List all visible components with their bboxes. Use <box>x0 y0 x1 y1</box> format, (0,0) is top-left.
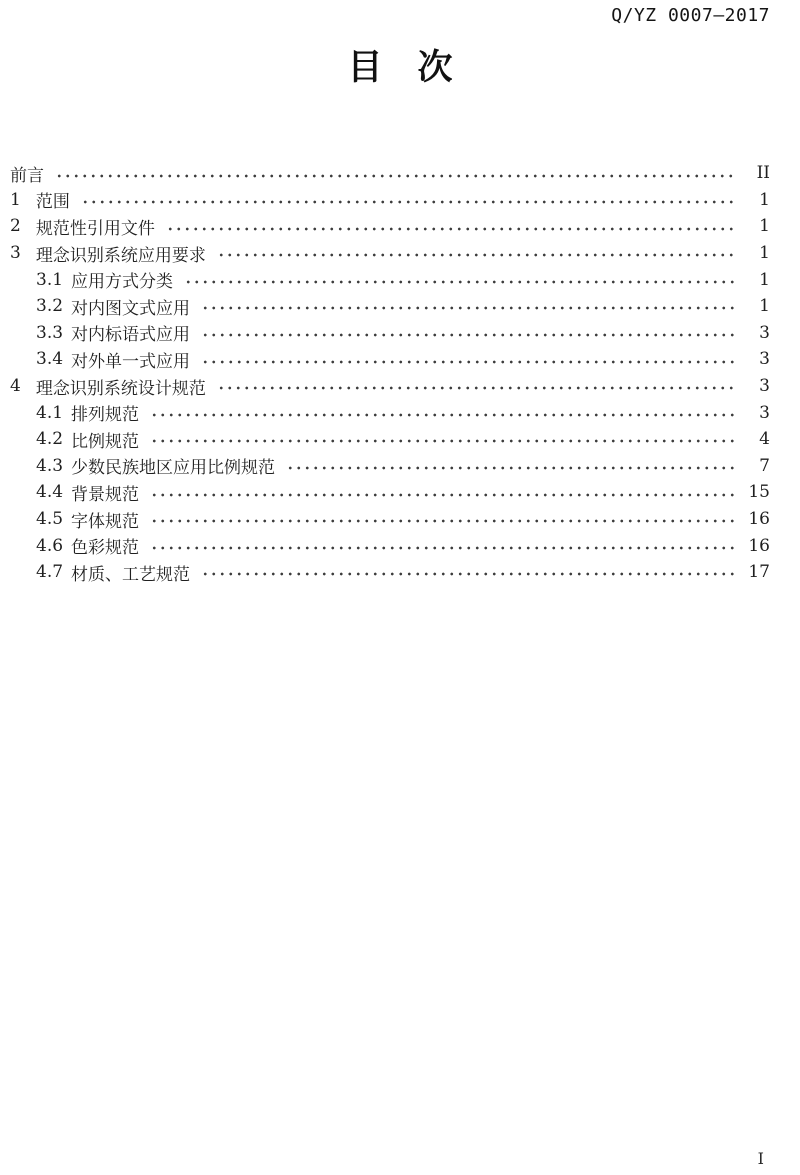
toc-entry-page: 16 <box>748 535 770 556</box>
dot-leader <box>148 479 737 506</box>
dot-leader <box>148 426 737 453</box>
toc-entry-title: 理念识别系统设计规范 <box>35 378 206 399</box>
toc-entry <box>10 453 770 480</box>
toc-entry-page: 3 <box>759 349 770 370</box>
toc-entry-title: 比例规范 <box>71 431 140 452</box>
toc-entry-number: 4.3 <box>36 455 64 476</box>
dot-leader <box>215 240 737 267</box>
toc-entry <box>10 532 770 559</box>
dot-leader <box>199 559 737 586</box>
toc-title: 目 次 <box>347 48 453 88</box>
toc-entry-number: 3.2 <box>36 296 64 317</box>
toc-entry-page: 3 <box>759 402 770 423</box>
toc-entry <box>10 160 770 187</box>
toc-entry-number: 4.5 <box>36 509 64 530</box>
toc-entry <box>10 559 770 586</box>
toc-entry <box>10 506 770 533</box>
dot-leader <box>148 532 737 559</box>
toc-entry <box>10 373 770 400</box>
toc-entry-page: 1 <box>759 243 770 264</box>
toc-entry-title: 对内标语式应用 <box>71 325 191 346</box>
toc-entry-number: 1 <box>10 189 21 210</box>
dot-leader <box>148 399 737 426</box>
toc-entry-title: 前言 <box>10 165 44 186</box>
dot-leader <box>182 266 737 293</box>
toc-entry-page: II <box>756 163 770 184</box>
toc-entry-title: 材质、工艺规范 <box>71 564 191 585</box>
toc-entry-page: 1 <box>759 296 770 317</box>
toc-entry-title: 规范性引用文件 <box>35 218 155 239</box>
toc-entry-title: 背景规范 <box>71 484 140 505</box>
toc-entry-title: 排列规范 <box>71 405 140 426</box>
toc-entry-page: 7 <box>759 455 770 476</box>
toc-entry-title: 范围 <box>35 192 70 213</box>
toc-entry-number: 4.1 <box>36 402 64 423</box>
toc-entry-title: 少数民族地区应用比例规范 <box>71 458 276 479</box>
toc-entry <box>10 293 770 320</box>
toc-entry <box>10 213 770 240</box>
toc-entry-title: 色彩规范 <box>71 538 140 559</box>
toc-entry <box>10 320 770 347</box>
toc-entry-page: 1 <box>759 216 770 237</box>
dot-leader <box>199 346 737 373</box>
toc-list <box>10 160 770 586</box>
toc-entry-title: 理念识别系统应用要求 <box>35 245 206 266</box>
toc-entry-page: 1 <box>759 189 770 210</box>
toc-entry-number: 3 <box>10 243 21 264</box>
toc-entry-number: 2 <box>10 216 21 237</box>
toc-entry-number: 4.6 <box>36 535 64 556</box>
dot-leader <box>199 293 737 320</box>
toc-entry-page: 16 <box>748 509 770 530</box>
toc-entry-number: 3.4 <box>36 349 64 370</box>
dot-leader <box>53 160 737 187</box>
toc-entry-number: 3.1 <box>36 269 64 290</box>
toc-entry-page: 4 <box>759 429 770 450</box>
toc-entry-title: 应用方式分类 <box>71 272 174 293</box>
toc-entry <box>10 240 770 267</box>
dot-leader <box>215 373 737 400</box>
toc-entry <box>10 426 770 453</box>
dot-leader <box>284 453 737 480</box>
toc-entry-page: 15 <box>748 482 770 503</box>
document-number: Q/YZ 0007—2017 <box>611 5 770 26</box>
toc-entry-number: 3.3 <box>36 322 64 343</box>
dot-leader <box>79 187 737 214</box>
dot-leader <box>148 506 737 533</box>
toc-entry <box>10 479 770 506</box>
toc-entry-number: 4 <box>10 376 21 397</box>
toc-entry-title: 对外单一式应用 <box>71 351 191 372</box>
toc-entry <box>10 399 770 426</box>
dot-leader <box>199 320 737 347</box>
dot-leader <box>164 213 737 240</box>
toc-entry <box>10 187 770 214</box>
toc-entry <box>10 266 770 293</box>
toc-entry-title: 对内图文式应用 <box>71 298 191 319</box>
toc-entry-page: 1 <box>759 269 770 290</box>
toc-entry-number: 4.4 <box>36 482 64 503</box>
toc-entry-title: 字体规范 <box>71 511 140 532</box>
page-number: I <box>757 1149 764 1168</box>
toc-entry-number: 4.2 <box>36 429 64 450</box>
toc-entry-page: 17 <box>748 562 770 583</box>
toc-entry-number: 4.7 <box>36 562 64 583</box>
toc-entry <box>10 346 770 373</box>
toc-entry-page: 3 <box>759 376 770 397</box>
toc-entry-page: 3 <box>759 322 770 343</box>
